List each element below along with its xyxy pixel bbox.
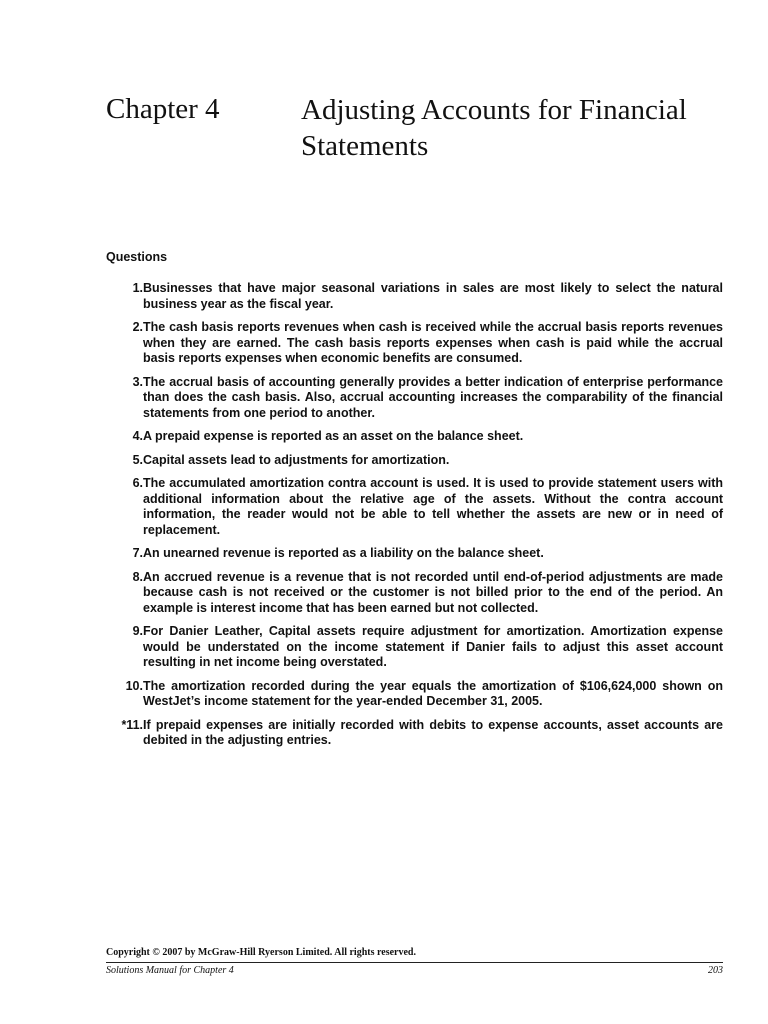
question-item [106, 570, 723, 617]
page-number: 203 [708, 965, 723, 976]
footer-divider [106, 962, 723, 963]
question-number: 4. [132, 429, 143, 443]
question-item [106, 546, 723, 562]
question-text: An unearned revenue is reported as a liability on the balance sheet. [143, 546, 544, 560]
question-text: The cash basis reports revenues when cash is received while the accrual basis reports revenues when they are earned. The cash basis reports expenses when cash is paid while the accrual basis reports expenses when economic benefits are consumed. [143, 320, 723, 365]
section-heading: Questions [106, 250, 168, 264]
copyright-notice: Copyright © 2007 by McGraw-Hill Ryerson Limited. All rights reserved. [106, 947, 416, 958]
question-number: 6. [132, 476, 143, 490]
question-number: 5. [132, 452, 143, 467]
chapter-number: Chapter 4 [106, 93, 220, 125]
question-number: 9. [132, 624, 143, 638]
question-number: 1. [132, 281, 143, 295]
question-number: 8. [132, 569, 143, 584]
question-text: For Danier Leather, Capital assets require adjustment for amortization. Amortization expense would be understated on the income statement if Danier fails to adjust this asset account resulting in net income being overstated. [143, 624, 723, 669]
question-number: 3. [132, 374, 143, 389]
question-text: The amortization recorded during the year equals the amortization of $106,624,000 shown on WestJet’s income statement for the year-ended December 31, 2005. [143, 678, 723, 708]
question-number: 10. [125, 678, 143, 693]
question-text: Businesses that have major seasonal variations in sales are most likely to select the natural business year as the fiscal year. [143, 281, 723, 311]
question-item [106, 718, 723, 749]
question-item [106, 679, 723, 710]
chapter-title: Adjusting Accounts for Financial Statements [301, 94, 687, 162]
question-text: The accrual basis of accounting generally provides a better indication of enterprise performance than does the cash basis. Also, accrual accounting increases the comparability of the financial statements from one period to another. [143, 374, 723, 420]
question-number: *11. [121, 717, 143, 732]
question-number: 2. [132, 320, 143, 334]
question-item [106, 320, 723, 367]
question-text: A prepaid expense is reported as an asset on the balance sheet. [143, 429, 524, 443]
footer-manual-title: Solutions Manual for Chapter 4 [106, 965, 234, 976]
questions-list [106, 281, 723, 757]
question-item [106, 281, 723, 312]
question-item [106, 453, 723, 469]
question-item [106, 476, 723, 538]
question-item [106, 624, 723, 671]
question-number: 7. [132, 546, 143, 560]
question-item [106, 375, 723, 422]
question-text: The accumulated amortization contra account is used. It is used to provide statement users with additional information about the relative age of the assets. Without the contra account information, the reader would not be able to tell whether the assets are new or in need of replacement. [143, 476, 723, 537]
question-item [106, 429, 723, 445]
question-text: If prepaid expenses are initially recorded with debits to expense accounts, asset accounts are debited in the adjusting entries. [143, 717, 723, 747]
question-text: Capital assets lead to adjustments for amortization. [143, 452, 450, 467]
question-text: An accrued revenue is a revenue that is not recorded until end-of-period adjustments are made because cash is not received or the customer is not billed prior to the end of the period. An example is interest income that has been earned but not collected. [143, 569, 723, 615]
